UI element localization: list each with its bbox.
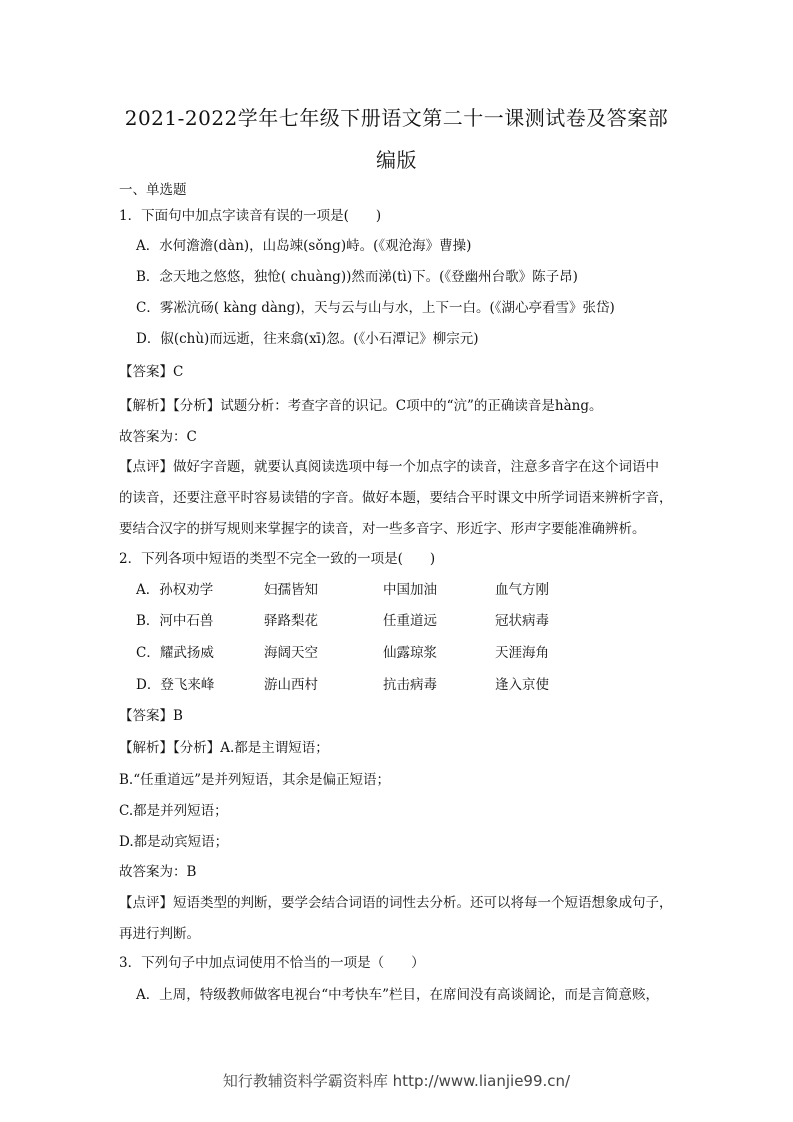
q2-cell: 天涯海角 (495, 645, 549, 661)
q1-option-b: B．念天地之悠悠，独怆( chuàng))然而涕(tì)下。(《登幽州台歌》陈子昂) (136, 269, 578, 285)
q1-option-a: A．水何澹澹(dàn)，山岛竦(sǒng)峙。(《观沧海》曹操) (136, 238, 472, 254)
section-heading: 一、单选题 (119, 182, 187, 198)
q1-conclusion: 故答案为：C (119, 429, 197, 445)
q2-analysis-line-2: B.“任重道远”是并列短语，其余是偏正短语； (119, 772, 391, 788)
q2-comment-line-2: 再进行判断。 (119, 926, 200, 942)
q2-cell: 血气方刚 (495, 582, 549, 598)
q2-cell: 抗击病毒 (383, 677, 437, 693)
q1-comment-line-1: 【点评】做好字音题，就要认真阅读选项中每一个加点字的读音，注意多音字在这个词语中 (119, 459, 659, 475)
q2-comment-line-1: 【点评】短语类型的判断，要学会结合词语的词性去分析。还可以将每一个短语想象成句子， (119, 895, 673, 911)
q2-analysis-line-3: C.都是并列短语； (119, 803, 228, 819)
q2-analysis-line-4: D.都是动宾短语； (119, 834, 229, 850)
q2-cell: 海阔天空 (264, 645, 318, 661)
q1-option-d: D．俶(chù)而远逝，往来翕(xī)忽。(《小石潭记》柳宗元) (136, 331, 479, 347)
q1-option-c: C．雾凇沆砀( kàng dàng)，天与云与山与水，上下一白。(《湖心亭看雪》张岱) (136, 300, 615, 316)
q2-cell: A．孙权劝学 (136, 582, 214, 598)
q2-answer: 【答案】B (119, 708, 183, 724)
q1-comment-line-3: 要结合汉字的拼写规则来掌握字的读音，对一些多音字、形近字、形声字要能准确辨析。 (119, 521, 646, 537)
q2-analysis-line-1: 【解析】【分析】A.都是主谓短语； (119, 740, 329, 756)
q1-stem: 1．下面句中加点字读音有误的一项是( ) (119, 208, 382, 224)
q1-answer: 【答案】C (119, 364, 184, 380)
q2-stem: 2．下列各项中短语的类型不完全一致的一项是( ) (119, 551, 436, 567)
q2-cell: 游山西村 (264, 677, 318, 693)
document-title-line-1: 2021-2022学年七年级下册语文第二十一课测试卷及答案部 (124, 106, 669, 130)
q2-cell: 驿路梨花 (264, 613, 318, 629)
page-footer: 知行教辅资料学霸资料库 http://www.lianjie99.cn/ (222, 1072, 571, 1090)
q3-option-a: A．上周，特级教师做客电视台“中考快车”栏目，在席间没有高谈阔论，而是言简意赅， (136, 987, 660, 1003)
q2-conclusion: 故答案为：B (119, 864, 197, 880)
q2-cell: 妇孺皆知 (264, 582, 318, 598)
q2-cell: B．河中石兽 (136, 613, 214, 629)
document-title-line-2: 编版 (376, 148, 417, 172)
q3-stem: 3．下列句子中加点词使用不恰当的一项是（ ） (119, 955, 425, 971)
q2-cell: 中国加油 (383, 582, 437, 598)
q1-analysis: 【解析】【分析】试题分析：考查字音的识记。C项中的“沆”的正确读音是hàng。 (119, 398, 603, 414)
q2-cell: 任重道远 (383, 613, 437, 629)
q2-cell: D．登飞来峰 (136, 677, 215, 693)
q2-cell: 仙露琼浆 (383, 645, 437, 661)
q2-cell: 逢入京使 (495, 677, 549, 693)
q1-comment-line-2: 的读音，还要注意平时容易读错的字音。做好本题，要结合平时课文中所学词语来辨析字音， (119, 490, 673, 506)
q2-cell: 冠状病毒 (495, 613, 549, 629)
q2-cell: C．耀武扬威 (136, 645, 214, 661)
